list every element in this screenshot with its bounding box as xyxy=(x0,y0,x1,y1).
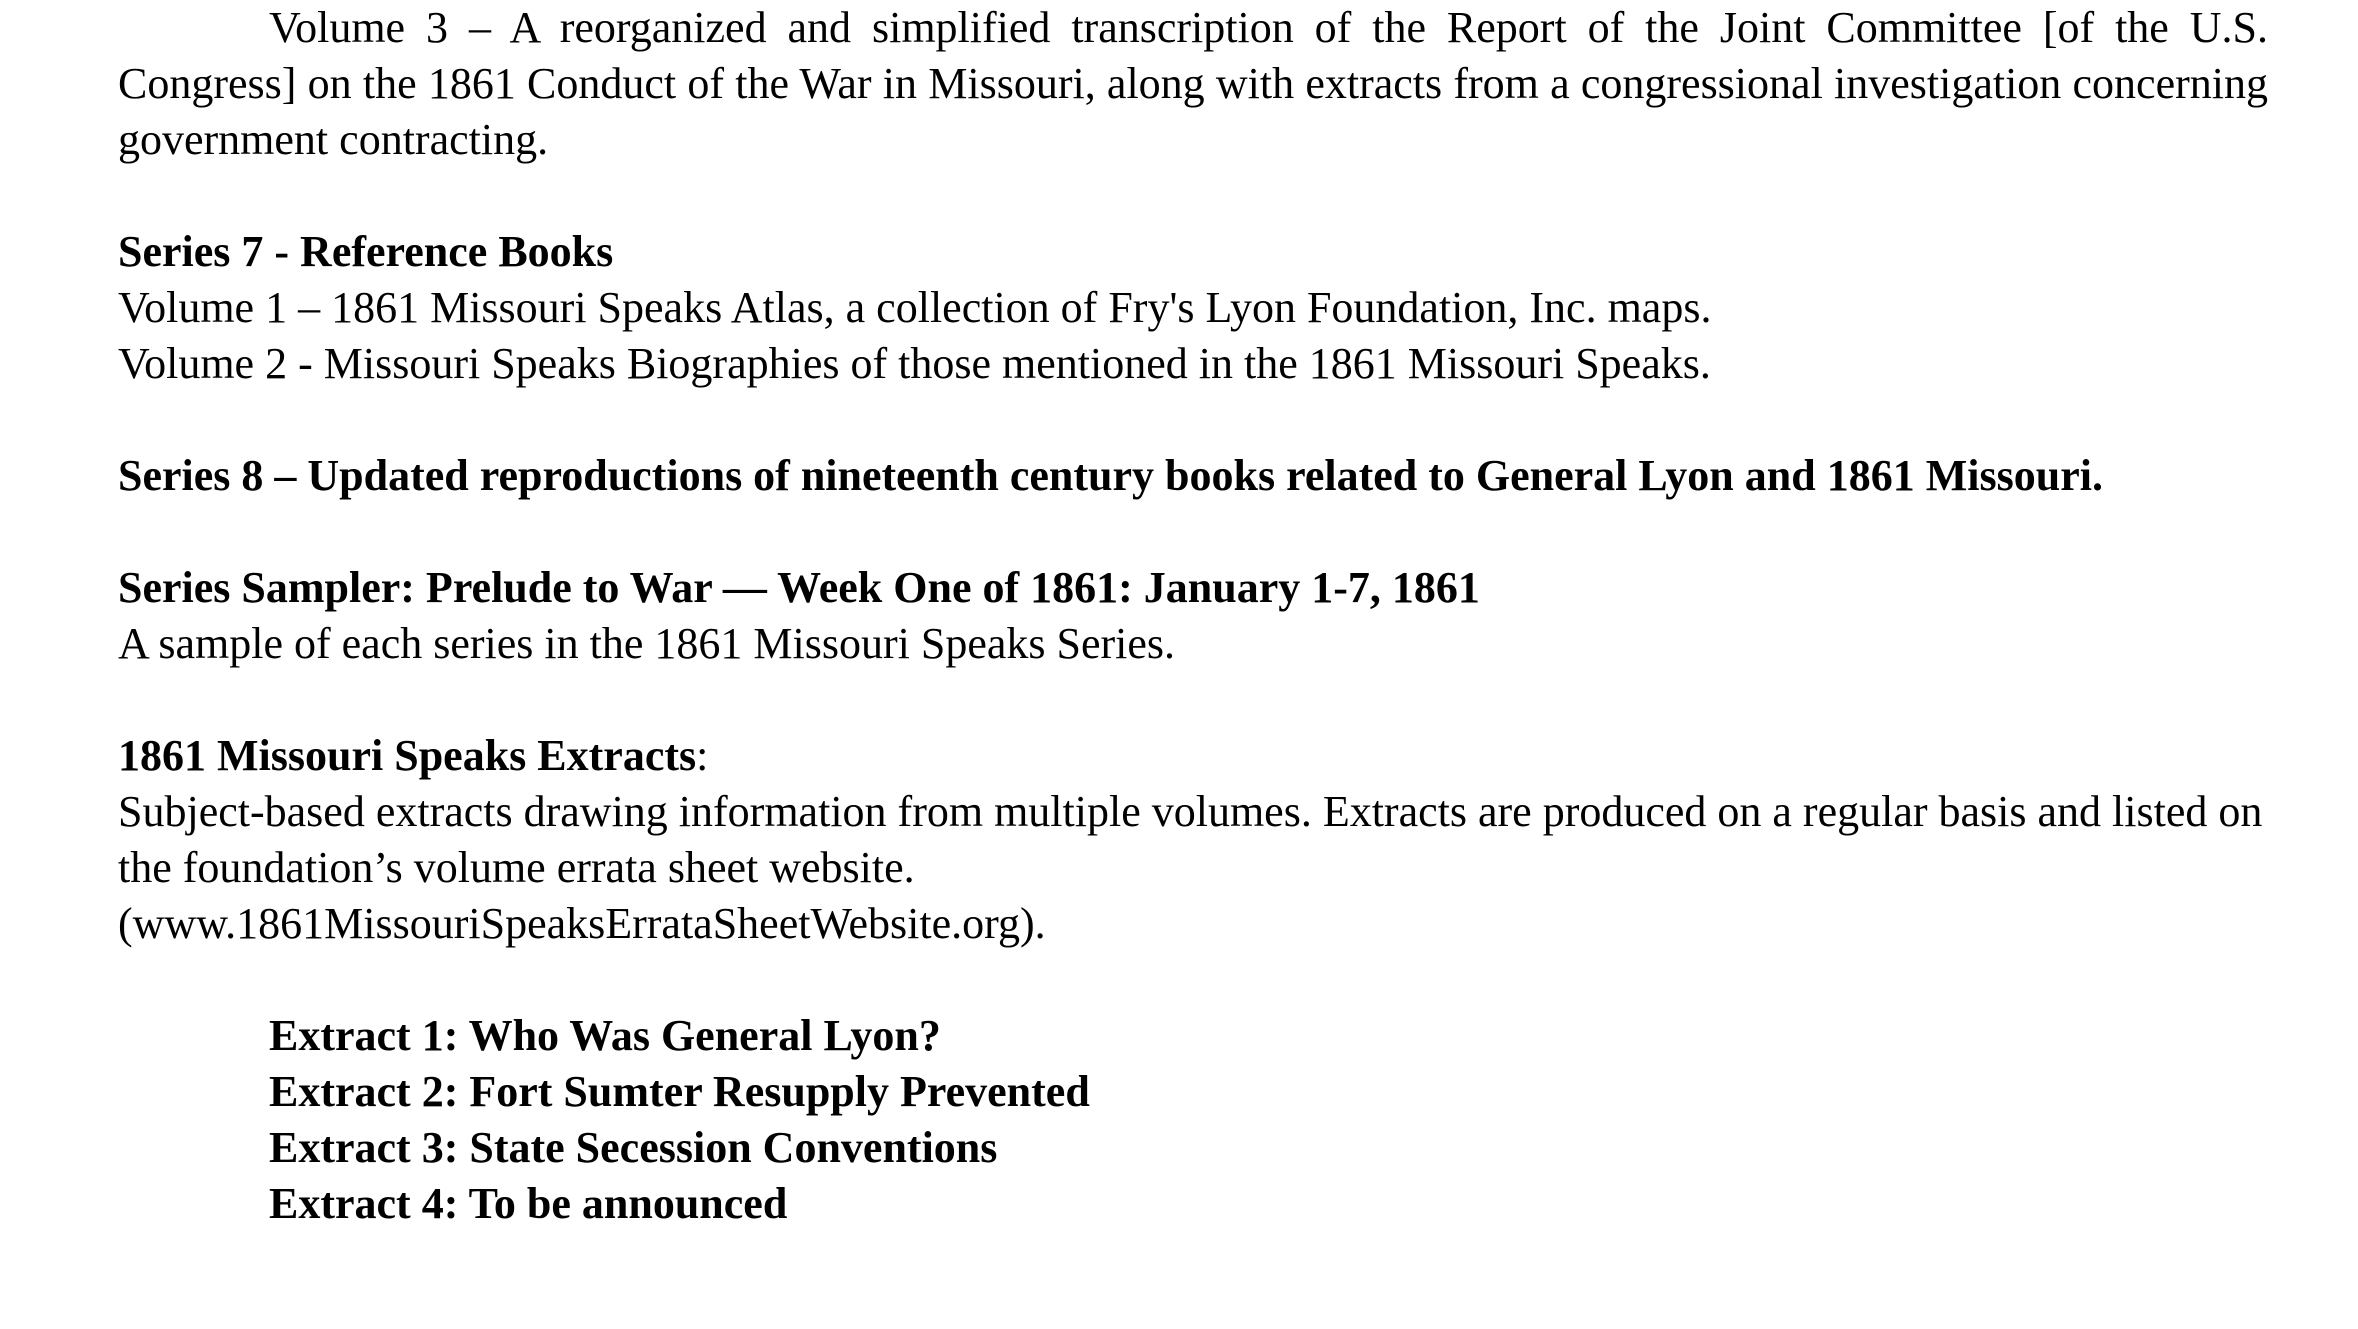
extracts-heading-colon: : xyxy=(696,731,709,780)
spacer xyxy=(118,504,2268,560)
extracts-heading: 1861 Missouri Speaks Extracts xyxy=(118,731,697,780)
spacer xyxy=(118,168,2268,224)
series-sampler-description: A sample of each series in the 1861 Missouri Speaks Series. xyxy=(118,619,1176,668)
series-7-heading: Series 7 - Reference Books xyxy=(118,227,614,276)
spacer xyxy=(118,952,2268,1008)
volume-3-paragraph: Volume 3 – A reorganized and simplified transcription of the Report of the Joint Committee [of the U.S. Congress] on the 1861 Conduct of the War in Missouri, along with extracts from a congressional investigation concerning government contracting. xyxy=(118,3,2268,164)
series-8-heading: Series 8 – Updated reproductions of nineteenth century books related to General Lyon and 1861 Missouri. xyxy=(118,451,2103,500)
series-sampler-heading: Series Sampler: Prelude to War — Week One of 1861: January 1-7, 1861 xyxy=(118,563,1480,612)
series-sampler-section xyxy=(118,560,2268,672)
extract-item-4: Extract 4: To be announced xyxy=(269,1179,788,1228)
extract-item-2: Extract 2: Fort Sumter Resupply Prevented xyxy=(269,1067,1090,1116)
errata-website-text: (www.1861MissouriSpeaksErrataSheetWebsite.org). xyxy=(118,899,1046,948)
extracts-section xyxy=(118,728,2268,1232)
extract-item-1: Extract 1: Who Was General Lyon? xyxy=(269,1011,941,1060)
series-7-volume-1: Volume 1 – 1861 Missouri Speaks Atlas, a collection of Fry's Lyon Foundation, Inc. maps. xyxy=(118,283,1712,332)
spacer xyxy=(118,392,2268,448)
extract-item-3: Extract 3: State Secession Conventions xyxy=(269,1123,998,1172)
series-7-section xyxy=(118,224,2268,392)
extracts-description: Subject-based extracts drawing information from multiple volumes. Extracts are produced on a regular basis and listed on the foundation’s volume errata sheet website. xyxy=(118,787,2263,892)
series-7-volume-2: Volume 2 - Missouri Speaks Biographies of those mentioned in the 1861 Missouri Speaks. xyxy=(118,339,1711,388)
document-page xyxy=(118,0,2268,1232)
spacer xyxy=(118,672,2268,728)
series-8-section xyxy=(118,448,2268,504)
extract-list xyxy=(118,1008,2268,1232)
extracts-heading-line xyxy=(118,728,2268,784)
